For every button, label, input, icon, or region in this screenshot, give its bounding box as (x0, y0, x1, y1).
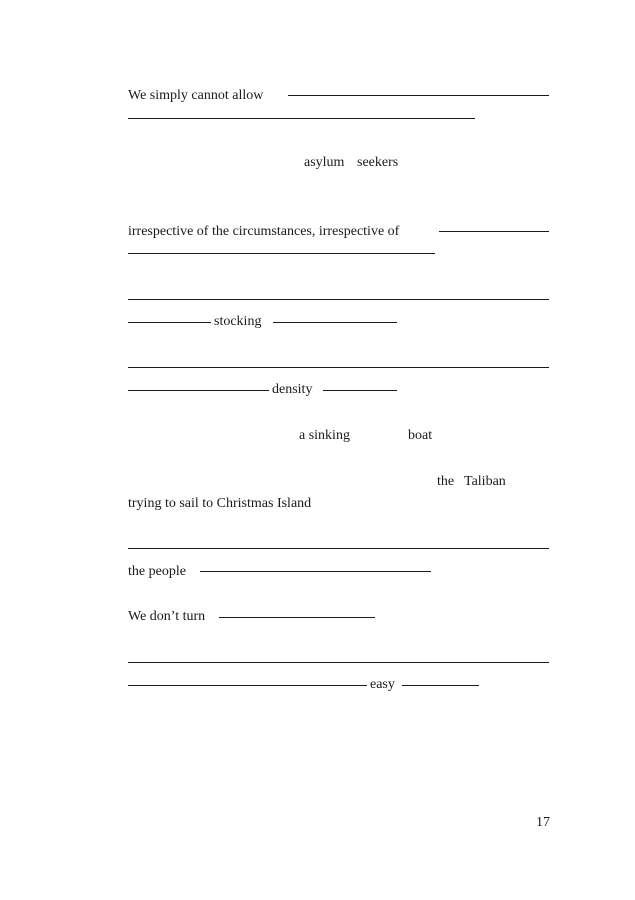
redaction-rule (219, 617, 375, 618)
page-number: 17 (536, 815, 550, 830)
redaction-rule (273, 322, 397, 323)
word-easy: easy (370, 677, 395, 692)
word-taliban: Taliban (464, 474, 506, 489)
line-christmas-island: trying to sail to Christmas Island (128, 496, 312, 511)
redaction-rule (200, 571, 431, 572)
word-asylum: asylum (304, 155, 345, 170)
redaction-rule (439, 231, 549, 232)
line-we-simply-cannot-allow: We simply cannot allow (128, 88, 264, 103)
redaction-rule (402, 685, 479, 686)
redaction-rule (128, 685, 367, 686)
words-a-sinking: a sinking (299, 428, 350, 443)
redaction-rule (128, 118, 475, 119)
redaction-rule (128, 367, 549, 368)
redaction-rule (128, 548, 549, 549)
word-stocking: stocking (214, 314, 262, 329)
redaction-rule (128, 390, 269, 391)
line-the-people: the people (128, 564, 186, 579)
word-boat: boat (408, 428, 433, 443)
redaction-rule (128, 253, 435, 254)
redaction-rule (128, 662, 549, 663)
word-density: density (272, 382, 313, 397)
line-irrespective: irrespective of the circumstances, irrespective of (128, 224, 400, 239)
redaction-rule (128, 299, 549, 300)
redaction-rule (128, 322, 211, 323)
word-seekers: seekers (357, 155, 399, 170)
redaction-rule (288, 95, 549, 96)
redaction-rule (323, 390, 397, 391)
word-the: the (437, 474, 455, 489)
line-we-dont-turn: We don’t turn (128, 609, 206, 624)
